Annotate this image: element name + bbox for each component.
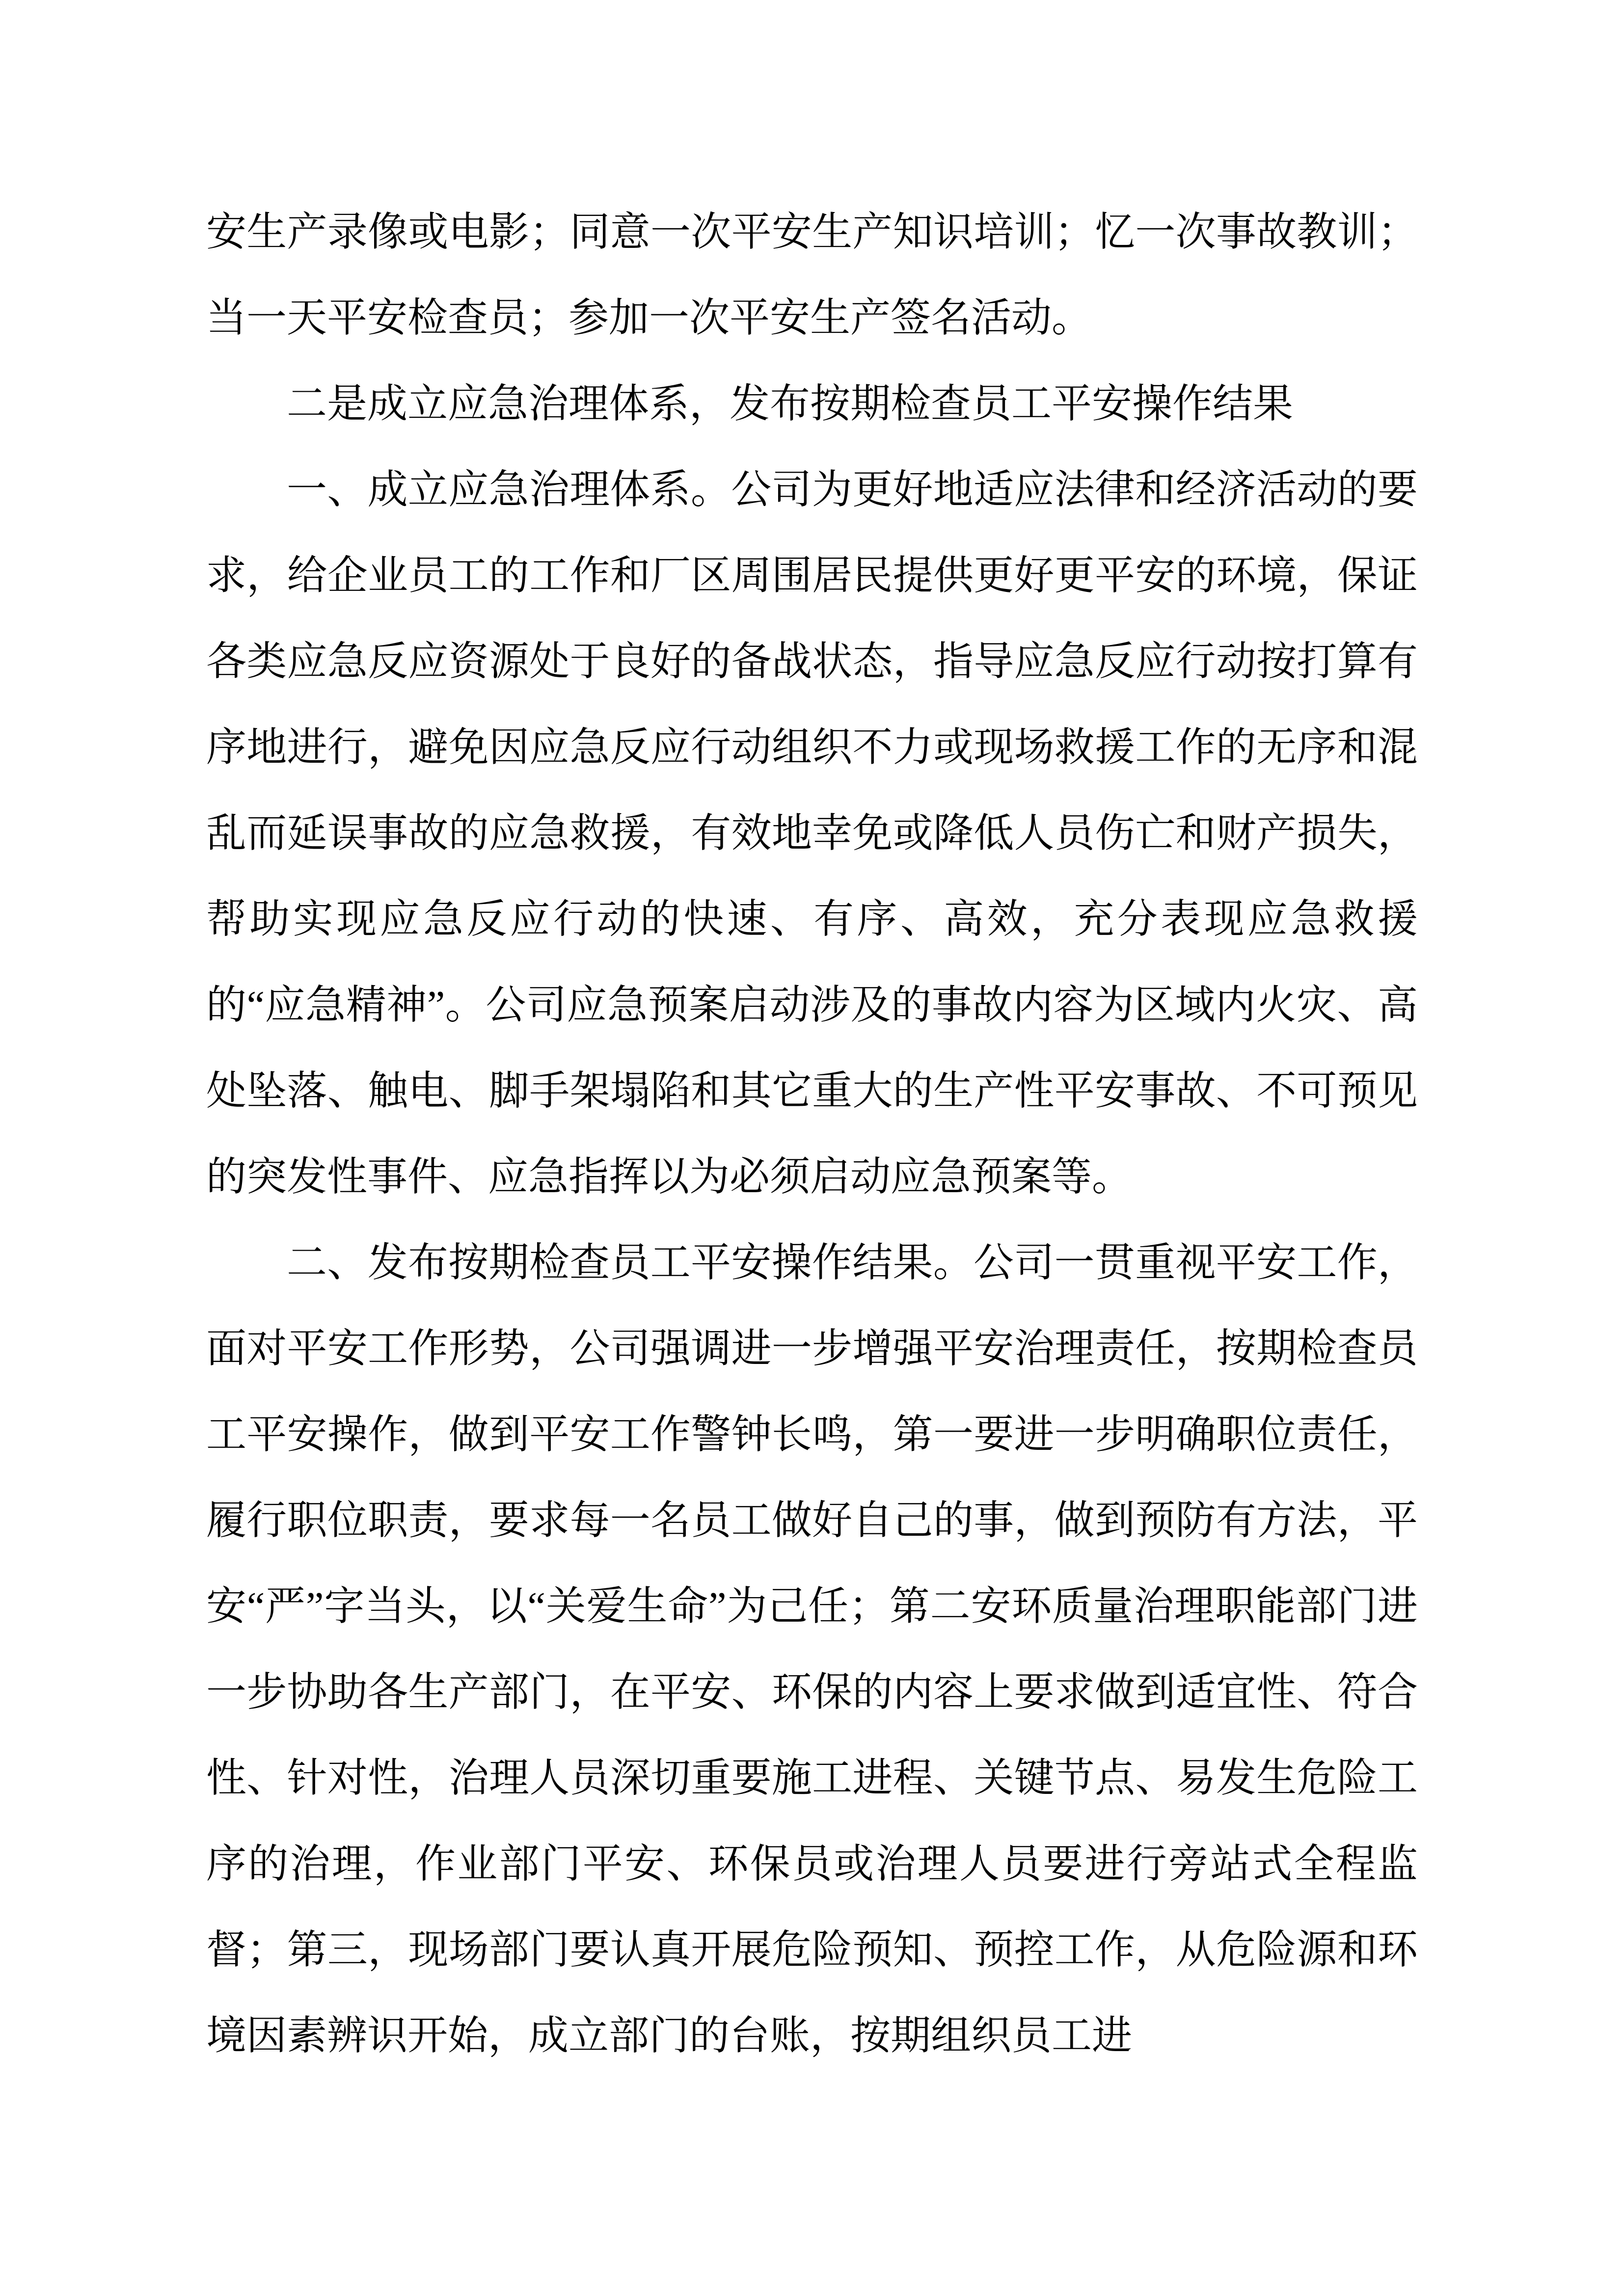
paragraph-item-two: 二、发布按期检查员工平安操作结果。公司一贯重视平安工作，面对平安工作形势，公司强调进一步增强平安治理责任，按期检查员工平安操作，做到平安工作警钟长鸣，第一要进一步明确职位责任，履行职位职责，要求每一名员工做好自己的事，做到预防有方法，平安“严”字当头，以“关爱生命”为己任；第二安环质量治理职能部门进一步协助各生产部门，在平安、环保的内容上要求做到适宜性、符合性、针对性，治理人员深切重要施工进程、关键节点、易发生危险工序的治理，作业部门平安、环保员或治理人员要进行旁站式全程监督；第三，现场部门要认真开展危险预知、预控工作，从危险源和环境因素辨识开始，成立部门的台账，按期组织员工进 bbox=[206, 1240, 1418, 2058]
paragraph-section-heading: 二是成立应急治理体系，发布按期检查员工平安操作结果 bbox=[287, 381, 1294, 426]
paragraph-item-one: 一、成立应急治理体系。公司为更好地适应法律和经济活动的要求，给企业员工的工作和厂区周围居民提供更好更平安的环境，保证各类应急反应资源处于良好的备战状态，指导应急反应行动按打算有序地进行，避免因应急反应行动组织不力或现场救援工作的无序和混乱而延误事故的应急救援，有效地幸免或降低人员伤亡和财产损失，帮助实现应急反应行动的快速、有序、高效，充分表现应急救援的“应急精神”。公司应急预案启动涉及的事故内容为区域内火灾、高处坠落、触电、脚手架塌陷和其它重大的生产性平安事故、不可预见的突发性事件、应急指挥以为必须启动应急预案等。 bbox=[206, 467, 1418, 1199]
paragraph-continuation: 安生产录像或电影；同意一次平安生产知识培训；忆一次事故教训；当一天平安检查员；参加一次平安生产签名活动。 bbox=[206, 210, 1418, 340]
document-text-block bbox=[206, 189, 1418, 2079]
